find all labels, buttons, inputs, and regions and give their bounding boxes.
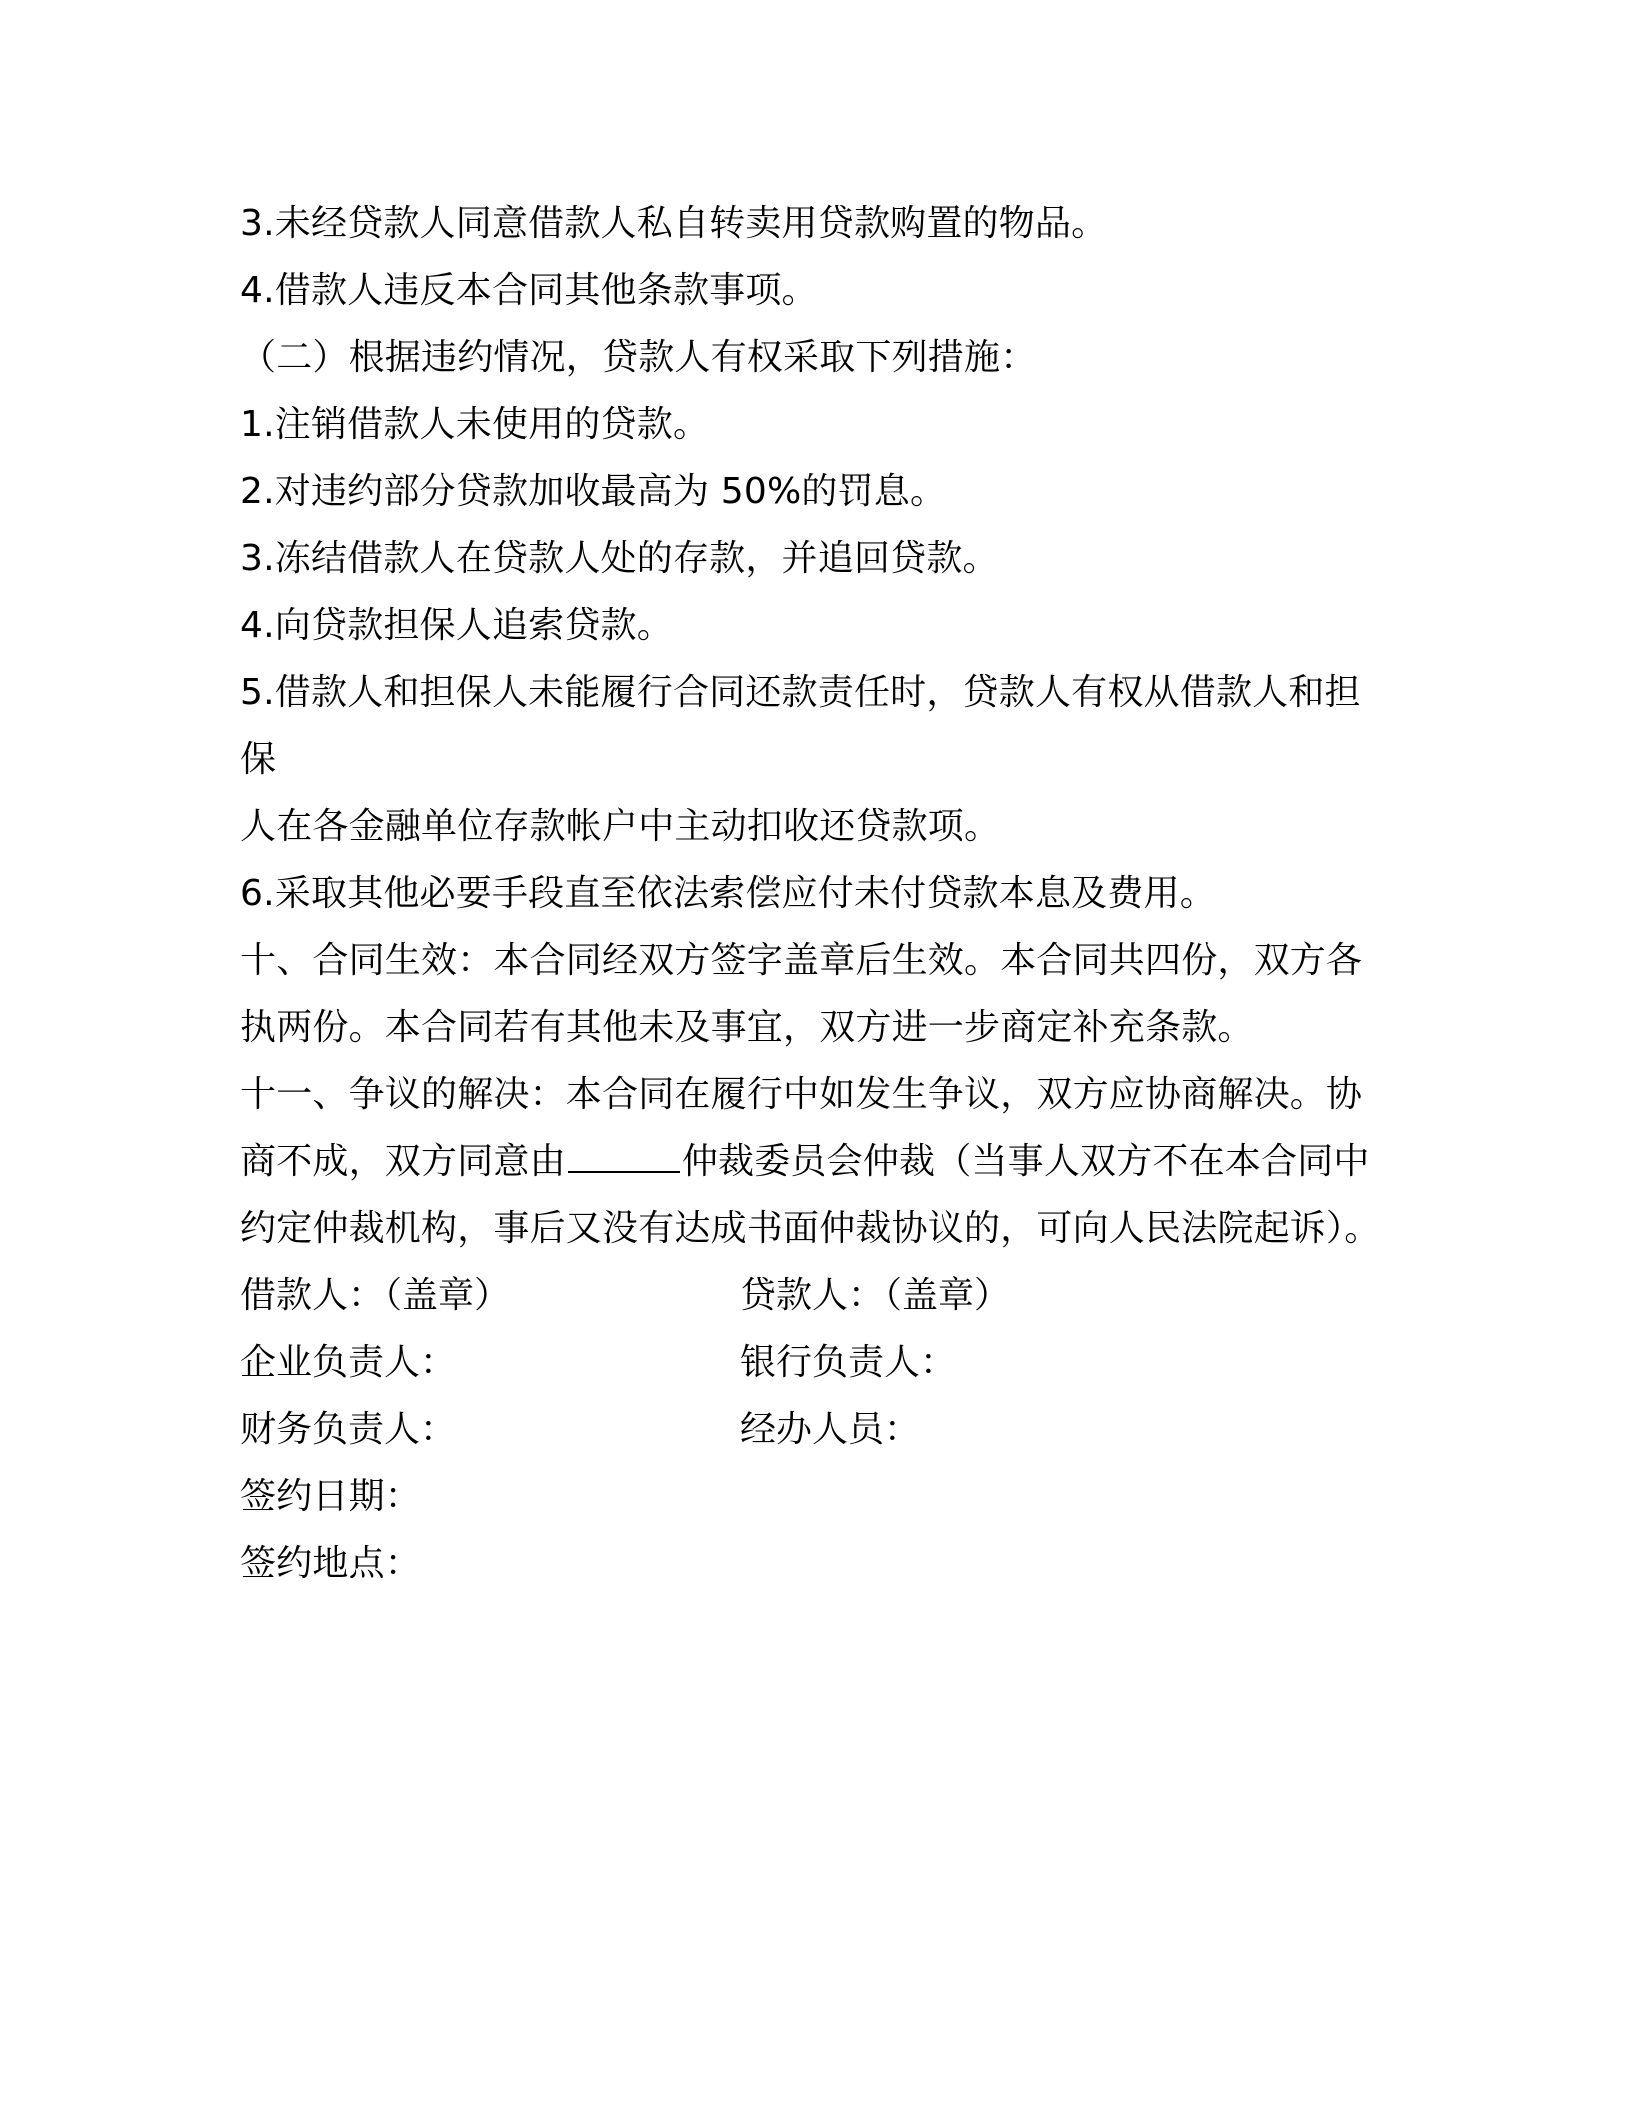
clause-line: 3.未经贷款人同意借款人私自转卖用贷款购置的物品。 — [240, 203, 1108, 244]
finance-head-label: 财务负责人： — [240, 1409, 457, 1450]
arbitration-line — [240, 1128, 1400, 1195]
signature-row — [240, 1396, 1400, 1463]
sign-date-label: 签约日期： — [240, 1476, 422, 1517]
section-line: 约定仲裁机构，事后又没有达成书面仲裁协议的，可向人民法院起诉）。 — [240, 1208, 1381, 1249]
handler-label: 经办人员： — [740, 1409, 921, 1450]
signature-row — [240, 1329, 1400, 1396]
section-line: 执两份。本合同若有其他未及事宜，双方进一步商定补充条款。 — [240, 1007, 1254, 1048]
clause-line: 保 — [240, 739, 277, 780]
bank-head-label: 银行负责人： — [740, 1342, 957, 1383]
sign-place-label: 签约地点： — [240, 1543, 422, 1584]
section-line: 十、合同生效：本合同经双方签字盖章后生效。本合同共四份，双方各 — [240, 940, 1363, 981]
section-line: 十一、争议的解决：本合同在履行中如发生争议，双方应协商解决。协 — [240, 1074, 1363, 1115]
clause-line: 4.借款人违反本合同其他条款事项。 — [240, 270, 818, 311]
document-page — [240, 190, 1400, 1597]
signature-row — [240, 1262, 1400, 1329]
lender-seal-label: 贷款人：（盖章） — [740, 1275, 1011, 1316]
arbitration-text-before: 商不成，双方同意由 — [240, 1141, 566, 1182]
clause-line: 2.对违约部分贷款加收最高为 50%的罚息。 — [240, 471, 947, 512]
clause-line: 3.冻结借款人在贷款人处的存款，并追回贷款。 — [240, 538, 999, 579]
clause-line: 6.采取其他必要手段直至依法索偿应付未付贷款本息及费用。 — [240, 873, 1216, 914]
clause-line: 1.注销借款人未使用的贷款。 — [240, 404, 710, 445]
section-heading: （二）根据违约情况，贷款人有权采取下列措施： — [240, 337, 1037, 378]
borrower-seal-label: 借款人：（盖章） — [240, 1275, 511, 1316]
enterprise-head-label: 企业负责人： — [240, 1342, 457, 1383]
arbitration-text-after: 仲裁委员会仲裁（当事人双方不在本合同中 — [681, 1141, 1370, 1182]
clause-line: 4.向贷款担保人追索贷款。 — [240, 605, 673, 646]
clause-line: 人在各金融单位存款帐户中主动扣收还贷款项。 — [240, 806, 1001, 847]
arbitration-blank — [568, 1141, 680, 1173]
clause-line: 5.借款人和担保人未能履行合同还款责任时，贷款人有权从借款人和担 — [240, 672, 1361, 713]
